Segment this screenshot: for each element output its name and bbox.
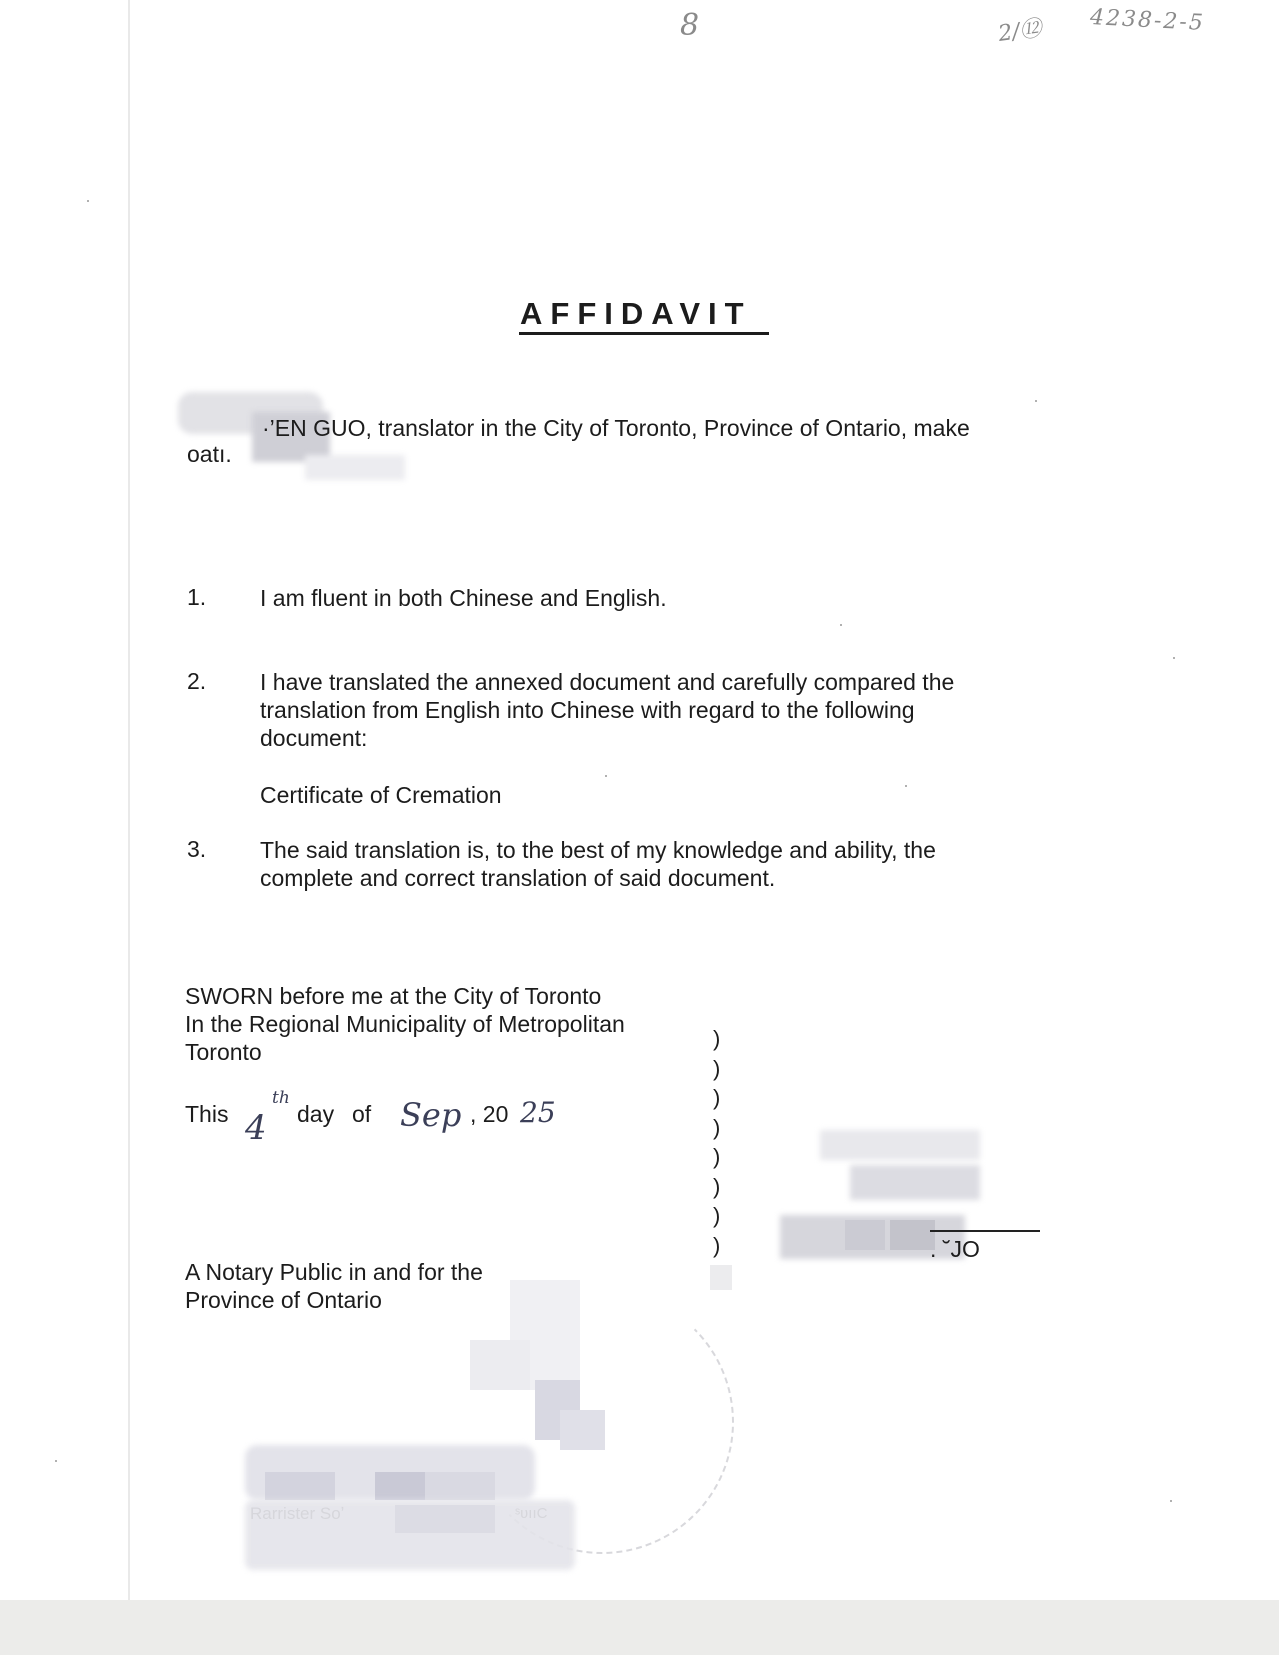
- jurat-line: SWORN before me at the City of Toronto: [185, 983, 602, 1009]
- handwritten-reference-number: 4238-2-5: [1089, 5, 1206, 36]
- item-text: complete and correct translation of said document.: [260, 865, 776, 891]
- jurat-of-label: of: [352, 1101, 372, 1127]
- item-text: I have translated the annexed document and carefully compared the: [260, 669, 955, 695]
- signature-line: [930, 1230, 1040, 1232]
- handwritten-year: 25: [520, 1096, 556, 1129]
- jurat-line: In the Regional Municipality of Metropolitan: [185, 1011, 625, 1037]
- jurat-line: Toronto: [185, 1039, 262, 1065]
- jurat-day-label: day: [297, 1101, 335, 1127]
- scan-speck: [840, 624, 842, 626]
- redaction-stamp: [710, 1265, 732, 1290]
- scan-bottom-band: [0, 1600, 1279, 1655]
- scan-speck: [87, 200, 89, 202]
- redaction-stamp-bottom: [395, 1505, 495, 1533]
- redaction-notary-name: [375, 1472, 425, 1500]
- item-text: The said translation is, to the best of my knowledge and ability, the: [260, 837, 936, 863]
- handwritten-day-suffix: th: [272, 1088, 290, 1108]
- jurat-this-label: This: [185, 1101, 229, 1127]
- redaction-signature: [820, 1130, 980, 1160]
- annexed-document-name: Certificate of Cremation: [260, 782, 502, 808]
- handwritten-page-count: 2/⑫: [996, 16, 1044, 47]
- scan-speck: [1035, 400, 1037, 402]
- intro-line-continued: oatı.: [187, 441, 232, 467]
- item-text: I am fluent in both Chinese and English.: [260, 585, 667, 611]
- handwritten-page-mark: 8: [680, 8, 700, 43]
- scan-speck: [905, 785, 907, 787]
- document-title: AFFIDAVIT: [520, 296, 752, 331]
- redaction-signature: [850, 1165, 980, 1200]
- redaction-notary-name: [265, 1472, 335, 1500]
- item-text: document:: [260, 725, 368, 751]
- item-text: translation from English into Chinese with regard to the following: [260, 697, 915, 723]
- deponent-name: . ˘JO: [930, 1236, 980, 1262]
- jurat-brackets: ) ) ) ) ) ) ) ): [713, 1026, 721, 1258]
- intro-line: ·’EN GUO, translator in the City of Toronto, Province of Ontario, make: [262, 415, 970, 441]
- scan-left-edge: [128, 0, 130, 1610]
- handwritten-day: 4: [245, 1108, 267, 1148]
- redaction-signature: [890, 1220, 935, 1250]
- scan-speck: [605, 775, 607, 777]
- scan-speck: [1173, 657, 1175, 659]
- redaction-stamp: [470, 1340, 530, 1390]
- title-underline: [519, 332, 769, 335]
- item-number: 2.: [187, 668, 207, 694]
- notary-title-line: A Notary Public in and for the: [185, 1259, 483, 1285]
- redaction-notary-name: [425, 1472, 495, 1500]
- scan-speck: [55, 1460, 57, 1462]
- redaction-name-block: [305, 455, 405, 480]
- item-number: 3.: [187, 836, 207, 862]
- handwritten-month: Sep: [400, 1096, 462, 1134]
- redaction-signature: [845, 1220, 885, 1250]
- redaction-stamp: [560, 1410, 605, 1450]
- item-number: 1.: [187, 584, 207, 610]
- scan-speck: [1170, 1500, 1172, 1502]
- jurat-year-prefix: , 20: [470, 1101, 509, 1127]
- notary-title-line: Province of Ontario: [185, 1287, 382, 1313]
